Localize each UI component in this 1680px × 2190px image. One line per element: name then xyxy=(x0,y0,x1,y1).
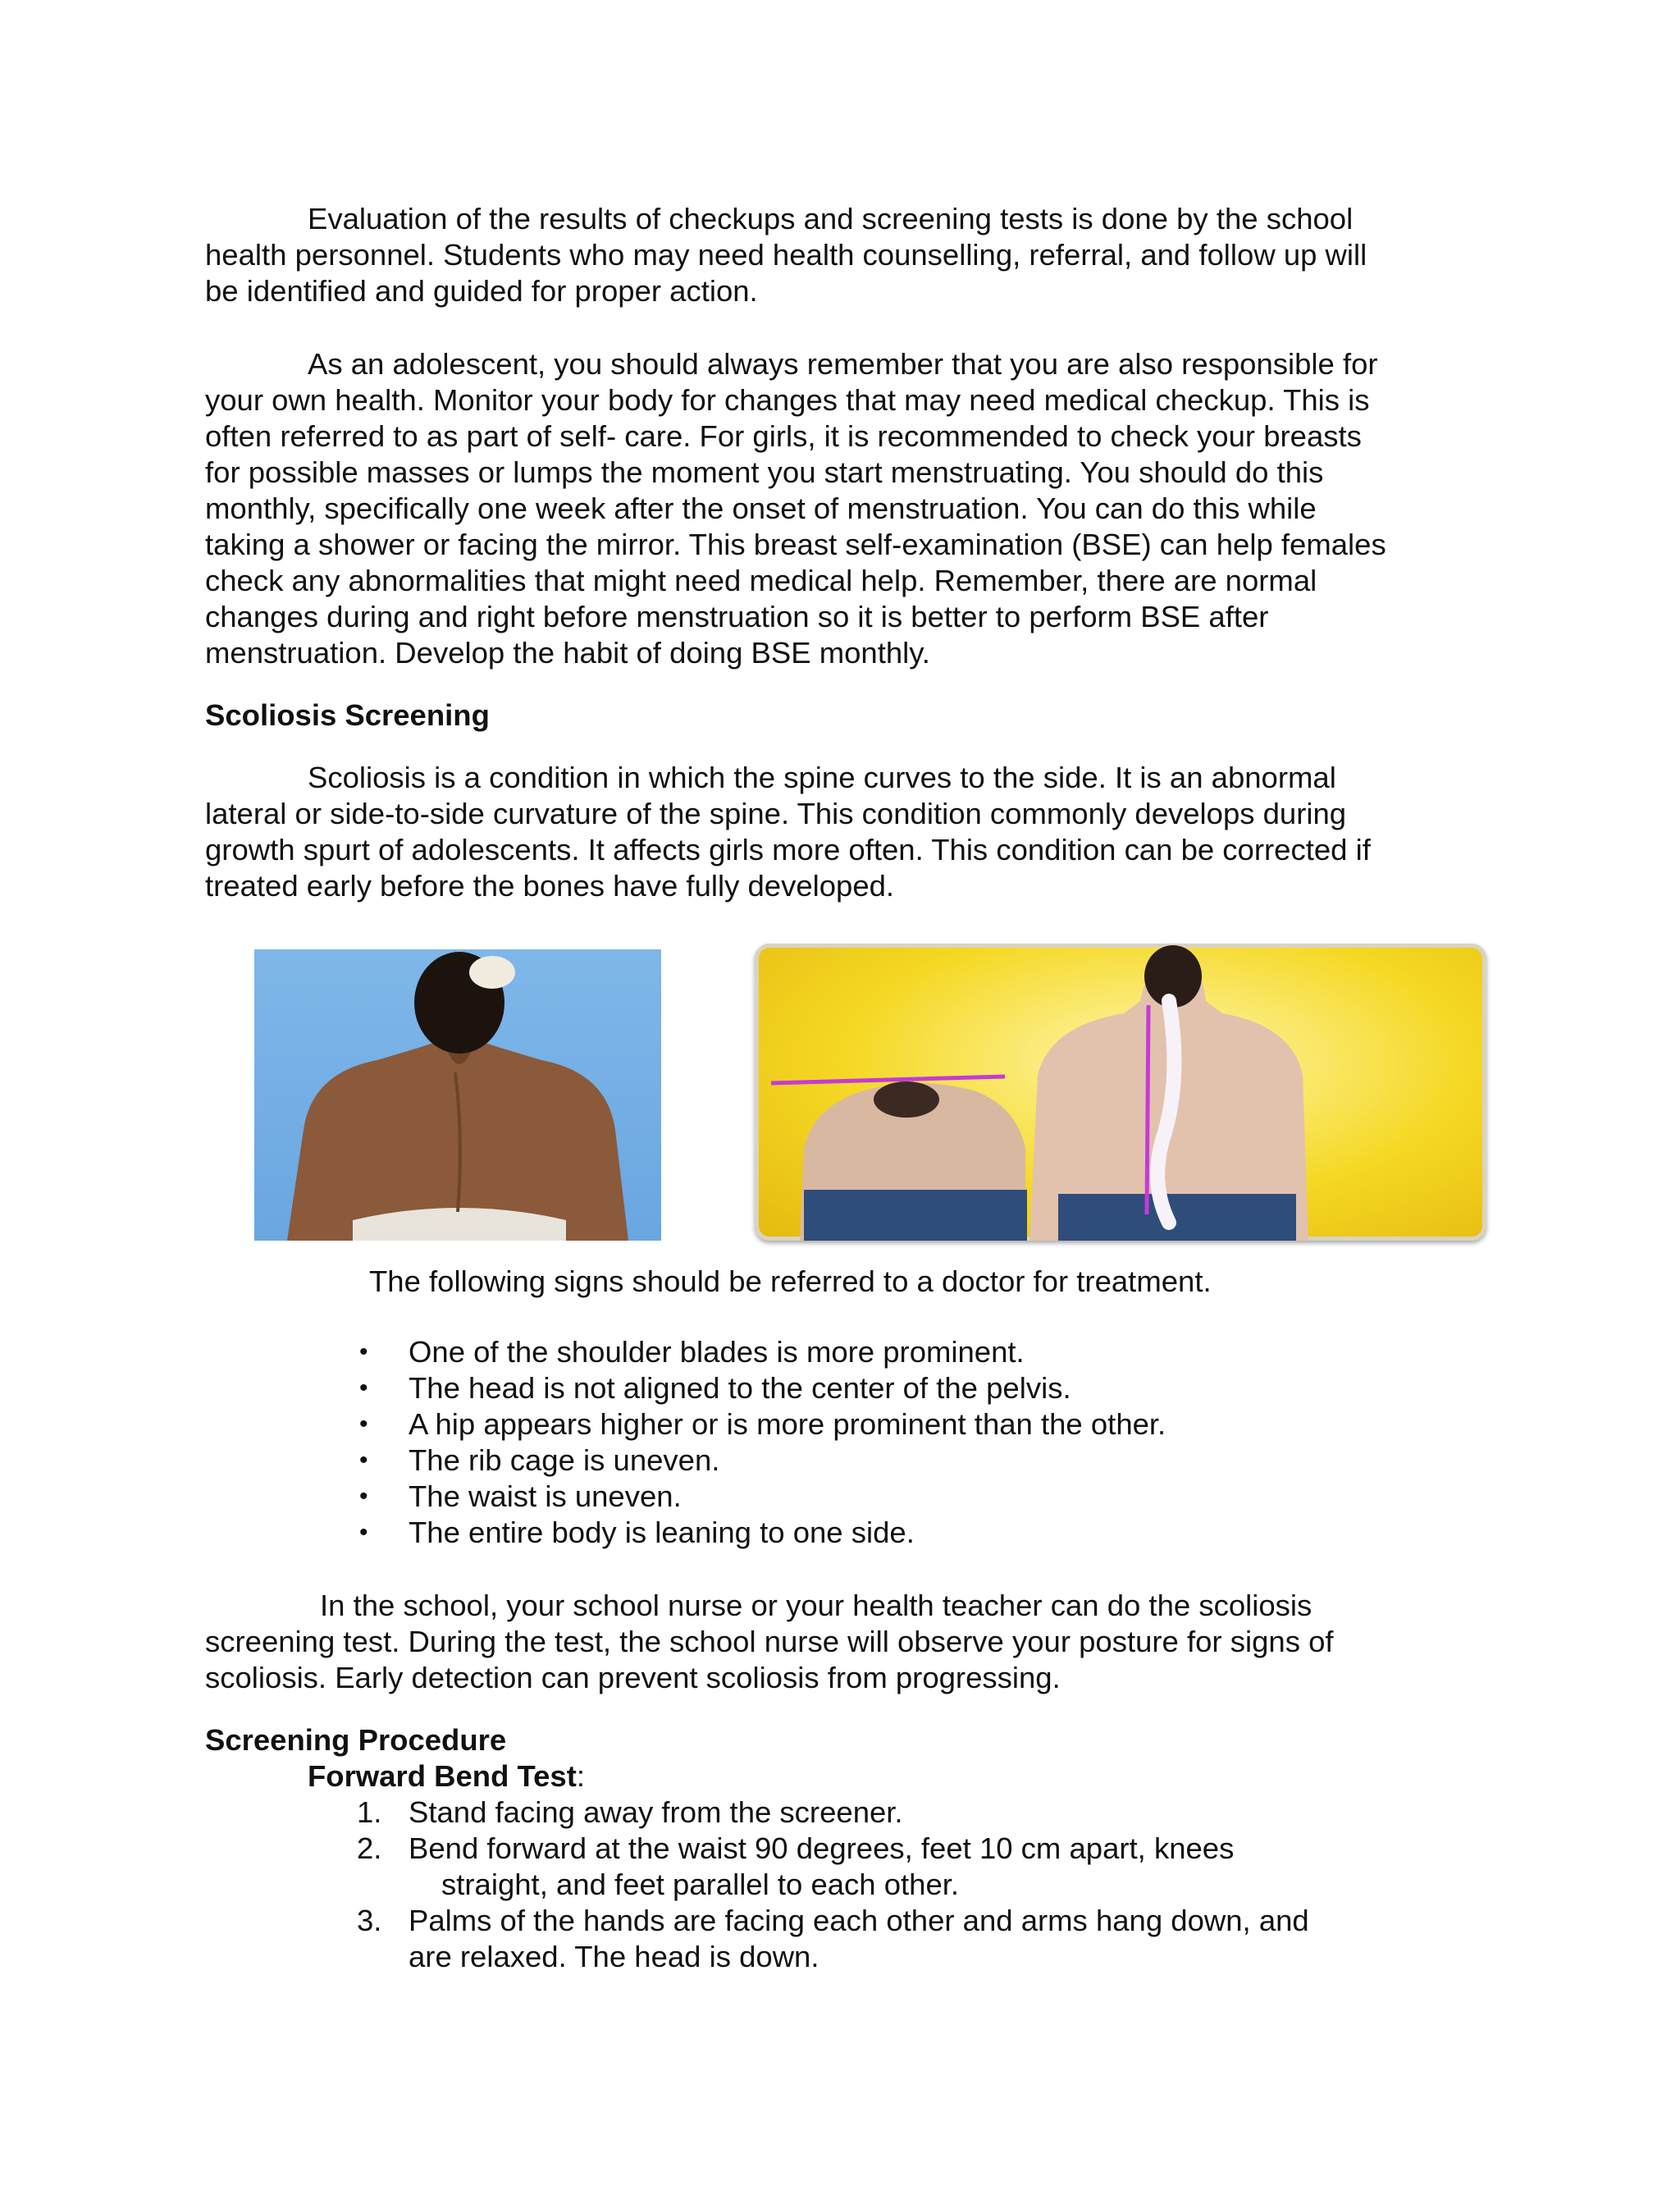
signs-caption: The following signs should be referred to a doctor for treatment. xyxy=(369,1264,1212,1298)
back-view-photo xyxy=(254,949,661,1241)
list-item: • The rib cage is uneven. xyxy=(359,1443,720,1477)
bullet-glyph: • xyxy=(359,1447,368,1474)
list-item: • The head is not aligned to the center of the pelvis. xyxy=(359,1371,1071,1405)
bullet-glyph: • xyxy=(359,1519,368,1546)
list-item: 2. Bend forward at the waist 90 degrees, feet 10 cm apart, knees straight, and feet parallel to each other. xyxy=(357,1831,1235,1901)
bullet-glyph: • xyxy=(359,1483,368,1510)
paragraph-self-care: As an adolescent, you should always remember that you are also responsible for your own health. Monitor your body for changes that may need medical checkup. This is often referred to as part of self- care. For girls, it is recommended to check your breasts for possible masses or lumps the moment you start menstruating. You should do this monthly, specifically one week after the onset of menstruation. You can do this while taking a shower or facing the mirror. This breast self-examination (BSE) can help females check any abnormalities that might need medical help. Remember, there are normal changes during and right before menstruation so it is better to perform BSE after menstruation. Develop the habit of doing BSE monthly. xyxy=(205,347,1386,670)
paragraph-school-screening: In the school, your school nurse or your health teacher can do the scoliosis screening test. During the test, the school nurse will observe your posture for signs of scoliosis. Early detection can prevent scoliosis from progressing. xyxy=(205,1589,1334,1694)
list-item: • The entire body is leaning to one side. xyxy=(359,1516,915,1549)
bullet-glyph: • xyxy=(359,1374,368,1401)
document-page xyxy=(205,201,1403,1975)
step-number: 3. xyxy=(357,1904,382,1937)
heading-scoliosis-screening: Scoliosis Screening xyxy=(205,698,490,732)
back-view-illustration xyxy=(254,949,661,1241)
procedure-steps xyxy=(205,1795,1403,1975)
forward-bend-photo xyxy=(755,944,1486,1241)
list-item: 1. Stand facing away from the screener. xyxy=(357,1795,903,1829)
list-item: • The waist is uneven. xyxy=(359,1479,682,1513)
forward-bend-illustration xyxy=(755,944,1486,1241)
list-item: • One of the shoulder blades is more prominent. xyxy=(359,1335,1025,1369)
heading-screening-procedure: Screening Procedure xyxy=(205,1723,507,1757)
step-number: 1. xyxy=(357,1795,382,1829)
step-number: 2. xyxy=(357,1831,382,1865)
paragraph-evaluation: Evaluation of the results of checkups and screening tests is done by the school health personnel. Students who may need health counselling, referral, and follow up will be identified and guided for proper action. xyxy=(205,202,1367,308)
bullet-glyph: • xyxy=(359,1338,368,1365)
paragraph-scoliosis-intro: Scoliosis is a condition in which the spine curves to the side. It is an abnormal lateral or side-to-side curvature of the spine. This condition commonly develops during growth spurt of adolescents. It affects girls more often. This condition can be corrected if treated early before the bones have fully developed. xyxy=(205,761,1371,903)
subheading-forward-bend-test: Forward Bend Test: xyxy=(308,1759,586,1793)
list-item: • A hip appears higher or is more prominent than the other. xyxy=(359,1407,1166,1441)
bullet-glyph: • xyxy=(359,1410,368,1438)
list-item: 3. Palms of the hands are facing each other and arms hang down, and are relaxed. The head is down. xyxy=(357,1904,1309,1973)
signs-list xyxy=(205,1334,1403,1551)
scoliosis-images xyxy=(205,944,1403,1255)
